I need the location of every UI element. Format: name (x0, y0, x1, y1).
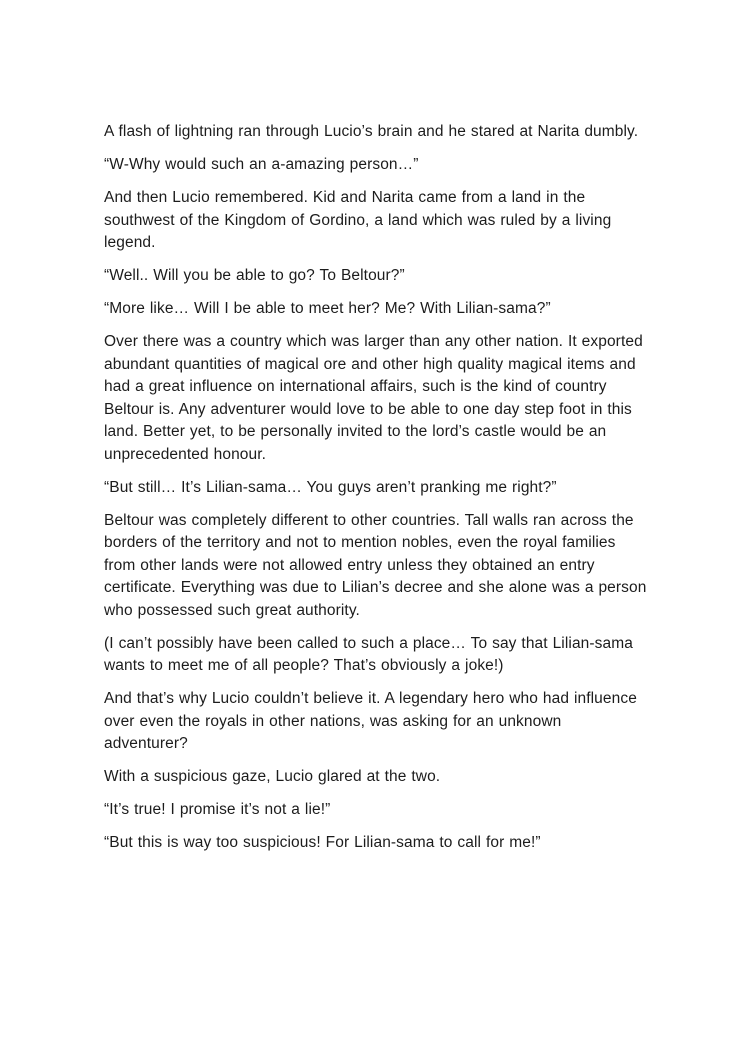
paragraph: A flash of lightning ran through Lucio’s brain and he stared at Narita dumbly. (104, 123, 639, 140)
paragraph: Beltour was completely different to other countries. Tall walls ran across the borders of the territory and not to mention nobles, even the royal families from other lands were not allowed entry unless they obtained an entry certificate. Everything was due to Lilian’s decree and she alone was a person who possessed such great authority. (104, 511, 647, 619)
paragraph: “It’s true! I promise it’s not a lie!” (104, 801, 331, 818)
paragraph: With a suspicious gaze, Lucio glared at the two. (104, 768, 441, 785)
paragraph: And then Lucio remembered. Kid and Narita came from a land in the southwest of the Kingdom of Gordino, a land which was ruled by a living legend. (104, 189, 612, 251)
paragraph: Over there was a country which was larger than any other nation. It exported abundant quantities of magical ore and other high quality magical items and had a great influence on international affairs, such is the kind of country Beltour is. Any adventurer would love to be able to one day step foot in this land. Better yet, to be personally invited to the lord’s castle would be an unprecedented honour. (104, 333, 643, 463)
paragraph: “W-Why would such an a-amazing person…” (104, 156, 419, 173)
paragraph: (I can’t possibly have been called to such a place… To say that Lilian-sama wants to meet me of all people? That’s obviously a joke!) (104, 634, 633, 674)
paragraph: “But this is way too suspicious! For Lilian-sama to call for me!” (104, 834, 541, 851)
document-text-block (104, 121, 650, 855)
paragraph: “But still… It’s Lilian-sama… You guys aren’t pranking me right?” (104, 478, 557, 496)
paragraph: And that’s why Lucio couldn’t believe it. A legendary hero who had influence over even the royals in other nations, was asking for an unknown adventurer? (104, 690, 637, 752)
paragraph: “Well.. Will you be able to go? To Beltour?” (104, 267, 405, 284)
paragraph: “More like… Will I be able to meet her? Me? With Lilian-sama?” (104, 300, 551, 317)
